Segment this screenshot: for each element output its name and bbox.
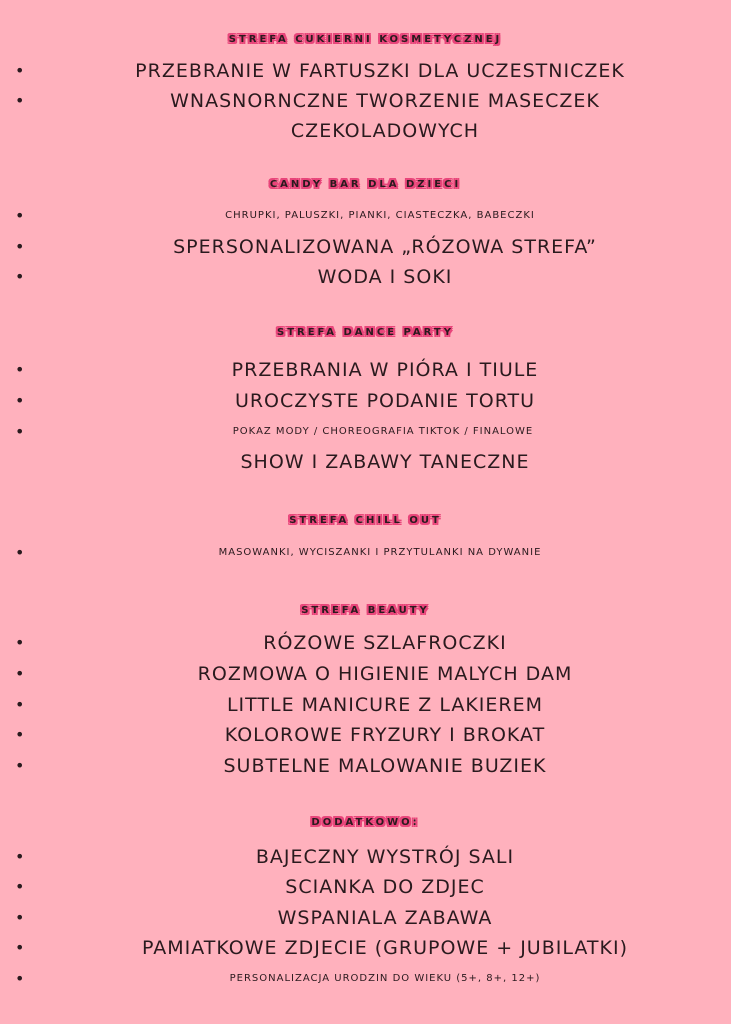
bullet-icon: • — [15, 391, 26, 410]
bullet-icon: • — [15, 422, 26, 441]
section-heading-dance-party: STREFA DANCE PARTY — [277, 327, 454, 338]
list-item-text: WODA I SOKI — [317, 266, 453, 288]
list-item-text: KOLOROWE FRYZURY I BROKAT — [224, 724, 546, 746]
list-item-text: SUBTELNE MALOWANIE BUZIEK — [223, 755, 547, 777]
bullet-icon: • — [15, 237, 26, 256]
bullet-icon: • — [15, 877, 26, 896]
list-item-text: PERSONALIZACJA URODZIN DO WIEKU (5+, 8+, 12+) — [229, 973, 541, 984]
bullet-icon: • — [15, 61, 26, 80]
list-item-text: CHRUPKI, PALUSZKI, PIANKI, CIASTECZKA, BABECZKI — [225, 210, 535, 221]
bullet-icon: • — [15, 969, 26, 988]
section-heading-candy-bar: CANDY BAR DLA DZIECI — [269, 179, 462, 190]
list-item-text: POKAZ MODY / CHOREOGRAFIA TIKTOK / FINALOWE — [232, 426, 534, 437]
list-item-text: ROZMOWA O HIGIENIE MALYCH DAM — [197, 663, 573, 685]
list-item-text: WNASNORNCZNE TWORZENIE MASECZEK — [170, 90, 600, 112]
bullet-icon: • — [15, 847, 26, 866]
bullet-icon: • — [15, 633, 26, 652]
section-heading-beauty: STREFA BEAUTY — [301, 605, 430, 616]
bullet-icon: • — [15, 91, 26, 110]
list-item-text: SPERSONALIZOWANA „RÓZOWA STREFA” — [173, 236, 597, 258]
list-item-text: LITTLE MANICURE Z LAKIEREM — [226, 694, 544, 716]
list-item-text: SCIANKA DO ZDJEC — [285, 876, 485, 898]
bullet-icon: • — [15, 206, 26, 225]
section-heading-cukiernia: STREFA CUKIERNI KOSMETYCZNEJ — [228, 34, 503, 45]
list-item-text: PRZEBRANIA W PIÓRA I TIULE — [231, 359, 539, 381]
list-item-text: PRZEBRANIE W FARTUSZKI DLA UCZESTNICZEK — [135, 60, 625, 82]
list-item-text: UROCZYSTE PODANIE TORTU — [234, 390, 536, 412]
bullet-icon: • — [15, 725, 26, 744]
bullet-icon: • — [15, 360, 26, 379]
bullet-icon: • — [15, 756, 26, 775]
section-heading-dodatkowo: DODATKOWO: — [311, 817, 420, 828]
list-item-text: RÓZOWE SZLAFROCZKI — [263, 632, 507, 654]
list-item-text: MASOWANKI, WYCISZANKI I PRZYTULANKI NA DYWANIE — [218, 547, 542, 558]
bullet-icon: • — [15, 664, 26, 683]
list-item-text: PAMIATKOWE ZDJECIE (GRUPOWE + JUBILATKI) — [142, 937, 628, 959]
section-heading-chill-out: STREFA CHILL OUT — [289, 515, 442, 526]
list-item-text: BAJECZNY WYSTRÓJ SALI — [255, 846, 515, 868]
list-item-text: CZEKOLADOWYCH — [290, 120, 480, 142]
bullet-icon: • — [15, 267, 26, 286]
list-item-text: SHOW I ZABAWY TANECZNE — [240, 451, 530, 473]
bullet-icon: • — [15, 908, 26, 927]
bullet-icon: • — [15, 938, 26, 957]
bullet-icon: • — [15, 695, 26, 714]
list-item-text: WSPANIALA ZABAWA — [277, 907, 493, 929]
bullet-icon: • — [15, 543, 26, 562]
